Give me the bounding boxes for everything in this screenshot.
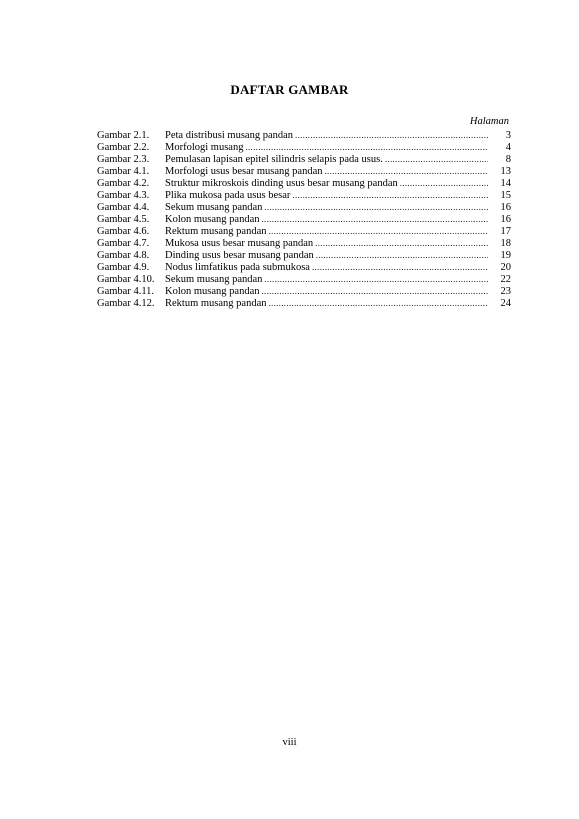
dot-leader xyxy=(400,177,488,189)
figure-entry[interactable] xyxy=(97,225,511,237)
figure-number: Gambar 4.4. xyxy=(97,202,150,213)
page-number: viii xyxy=(282,737,297,748)
figure-number: Gambar 4.3. xyxy=(97,190,150,201)
figure-number: Gambar 4.7. xyxy=(97,238,150,249)
figure-number: Gambar 2.1. xyxy=(97,130,150,141)
figure-number: Gambar 4.2. xyxy=(97,178,150,189)
figure-caption: Mukosa usus besar musang pandan xyxy=(165,238,314,249)
figure-caption: Rektum musang pandan xyxy=(165,298,267,309)
dot-leader xyxy=(385,153,488,165)
figure-number: Gambar 4.11. xyxy=(97,286,155,297)
dot-leader xyxy=(262,285,489,297)
page-title: DAFTAR GAMBAR xyxy=(230,82,349,97)
figure-entry[interactable] xyxy=(97,261,511,273)
figure-number: Gambar 4.1. xyxy=(97,166,150,177)
figure-page-number: 13 xyxy=(500,166,511,177)
dot-leader xyxy=(315,237,488,249)
figure-page-number: 22 xyxy=(500,274,511,285)
figure-caption: Dinding usus besar musang pandan xyxy=(165,250,314,261)
figure-number: Gambar 4.5. xyxy=(97,214,150,225)
figure-page-number: 16 xyxy=(500,214,511,225)
dot-leader xyxy=(312,261,488,273)
figure-page-number: 8 xyxy=(505,154,511,165)
dot-leader xyxy=(268,225,488,237)
figure-entry[interactable] xyxy=(97,201,511,213)
dot-leader xyxy=(324,165,488,177)
figure-caption: Sekum musang pandan xyxy=(165,274,263,285)
page-column-label: Halaman xyxy=(469,116,509,127)
dot-leader xyxy=(316,249,488,261)
dot-leader xyxy=(264,201,488,213)
dot-leader xyxy=(245,141,488,153)
figure-entry[interactable] xyxy=(97,285,511,297)
figure-number: Gambar 4.9. xyxy=(97,262,150,273)
figure-caption: Plika mukosa pada usus besar xyxy=(165,190,291,201)
figure-caption: Morfologi musang xyxy=(165,142,244,153)
figure-number: Gambar 2.3. xyxy=(97,154,150,165)
figure-caption: Kolon musang pandan xyxy=(165,286,260,297)
figure-list xyxy=(97,129,511,309)
figure-number: Gambar 4.10. xyxy=(97,274,155,285)
figure-entry[interactable] xyxy=(97,249,511,261)
dot-leader xyxy=(262,213,489,225)
figure-entry[interactable] xyxy=(97,177,511,189)
figure-page-number: 19 xyxy=(500,250,511,261)
figure-entry[interactable] xyxy=(97,189,511,201)
figure-entry[interactable] xyxy=(97,141,511,153)
figure-page-number: 16 xyxy=(500,202,511,213)
figure-page-number: 14 xyxy=(500,178,511,189)
figure-entry[interactable] xyxy=(97,237,511,249)
figure-page-number: 18 xyxy=(500,238,511,249)
figure-page-number: 23 xyxy=(500,286,511,297)
figure-entry[interactable] xyxy=(97,297,511,309)
figure-page-number: 15 xyxy=(500,190,511,201)
figure-caption: Struktur mikroskois dinding usus besar musang pandan xyxy=(165,178,398,189)
dot-leader xyxy=(292,189,488,201)
figure-number: Gambar 4.6. xyxy=(97,226,150,237)
figure-number: Gambar 2.2. xyxy=(97,142,150,153)
figure-entry[interactable] xyxy=(97,129,511,141)
figure-caption: Rektum musang pandan xyxy=(165,226,267,237)
dot-leader xyxy=(295,129,488,141)
figure-number: Gambar 4.8. xyxy=(97,250,150,261)
figure-entry[interactable] xyxy=(97,153,511,165)
figure-caption: Sekum musang pandan xyxy=(165,202,263,213)
figure-page-number: 20 xyxy=(500,262,511,273)
dot-leader xyxy=(264,273,488,285)
figure-page-number: 24 xyxy=(500,298,511,309)
figure-entry[interactable] xyxy=(97,213,511,225)
figure-page-number: 3 xyxy=(505,130,511,141)
figure-caption: Kolon musang pandan xyxy=(165,214,260,225)
figure-caption: Pemulasan lapisan epitel silindris selapis pada usus. xyxy=(165,154,383,165)
figure-caption: Peta distribusi musang pandan xyxy=(165,130,294,141)
figure-entry[interactable] xyxy=(97,165,511,177)
figure-page-number: 4 xyxy=(505,142,511,153)
figure-number: Gambar 4.12. xyxy=(97,298,155,309)
figure-page-number: 17 xyxy=(500,226,511,237)
dot-leader xyxy=(268,297,488,309)
figure-caption: Nodus limfatikus pada submukosa xyxy=(165,262,310,273)
figure-entry[interactable] xyxy=(97,273,511,285)
figure-caption: Morfologi usus besar musang pandan xyxy=(165,166,323,177)
